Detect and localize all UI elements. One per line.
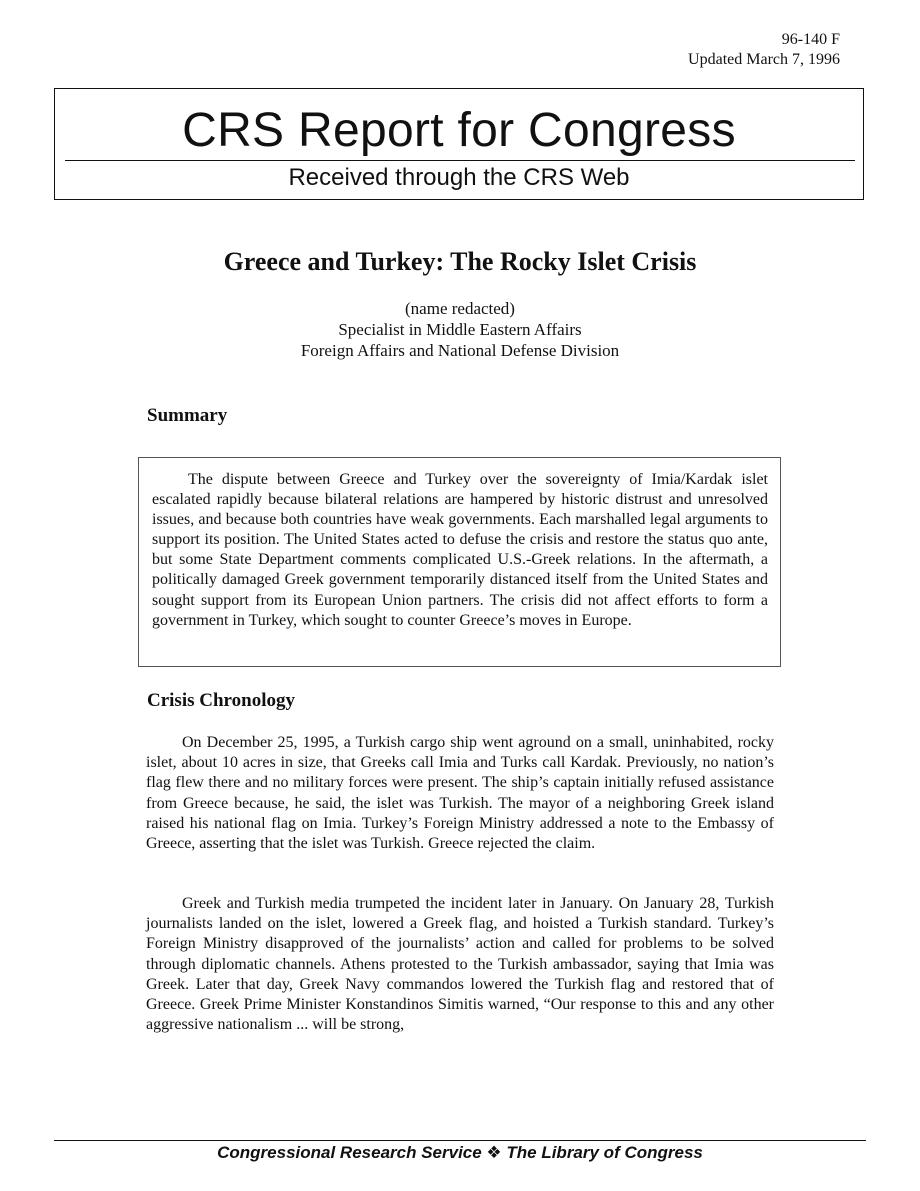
report-identifier (688, 30, 840, 70)
author-name: (name redacted) (405, 299, 515, 318)
summary-text: The dispute between Greece and Turkey over the sovereignty of Imia/Kardak islet escalated rapidly because bilateral relations are hampered by historic distrust and unresolved issues, and because both countries have weak governments. Each marshalled legal arguments to support its position. The United States acted to defuse the crisis and restore the status quo ante, but some State Department comments complicated U.S.-Greek relations. In the aftermath, a politically damaged Greek government temporarily distanced itself from the United States and sought support from its European Union partners. The crisis did not affect efforts to form a government in Turkey, which sought to counter Greece’s moves in Europe. (152, 471, 768, 629)
author-block (0, 298, 920, 361)
report-number: 96-140 F (781, 31, 840, 48)
updated-date: Updated March 7, 1996 (688, 51, 840, 68)
chronology-paragraph-1: On December 25, 1995, a Turkish cargo ship went aground on a small, uninhabited, rocky islet, about 10 acres in size, that Greeks call Imia and Turks call Kardak. Previously, no nation’s flag flew there and no military forces were present. The ship’s captain initially refused assistance from Greece because, he said, the islet was Turkish. The mayor of a neighboring Greek island raised his national flag on Imia. Turkey’s Foreign Ministry addressed a note to the Embassy of Greece, asserting that the islet was Turkish. Greece rejected the claim. (146, 734, 774, 853)
author-position: Specialist in Middle Eastern Affairs (338, 320, 582, 339)
footer-text: Congressional Research Service ❖ The Library of Congress (217, 1143, 703, 1162)
document-title: Greece and Turkey: The Rocky Islet Crisis (223, 247, 697, 276)
banner-title: CRS Report for Congress (182, 104, 736, 157)
chronology-heading: Crisis Chronology (147, 690, 295, 711)
footer-divider (54, 1140, 866, 1141)
banner-divider (65, 160, 855, 161)
crs-banner (54, 88, 864, 200)
chronology-paragraph-2: Greek and Turkish media trumpeted the incident later in January. On January 28, Turkish journalists landed on the islet, lowered a Greek flag, and hoisted a Turkish standard. Turkey’s Foreign Ministry disapproved of the journalists’ action and called for problems to be solved through diplomatic channels. Athens protested to the Turkish ambassador, saying that Imia was Greek. Later that day, Greek Navy commandos lowered the Turkish flag and restored that of Greece. Greek Prime Minister Konstandinos Simitis warned, “Our response to this and any other aggressive nationalism ... will be strong, (146, 895, 774, 1034)
banner-subtitle: Received through the CRS Web (288, 164, 630, 191)
summary-box (138, 457, 781, 667)
summary-heading: Summary (147, 405, 228, 426)
author-division: Foreign Affairs and National Defense Division (300, 341, 620, 360)
